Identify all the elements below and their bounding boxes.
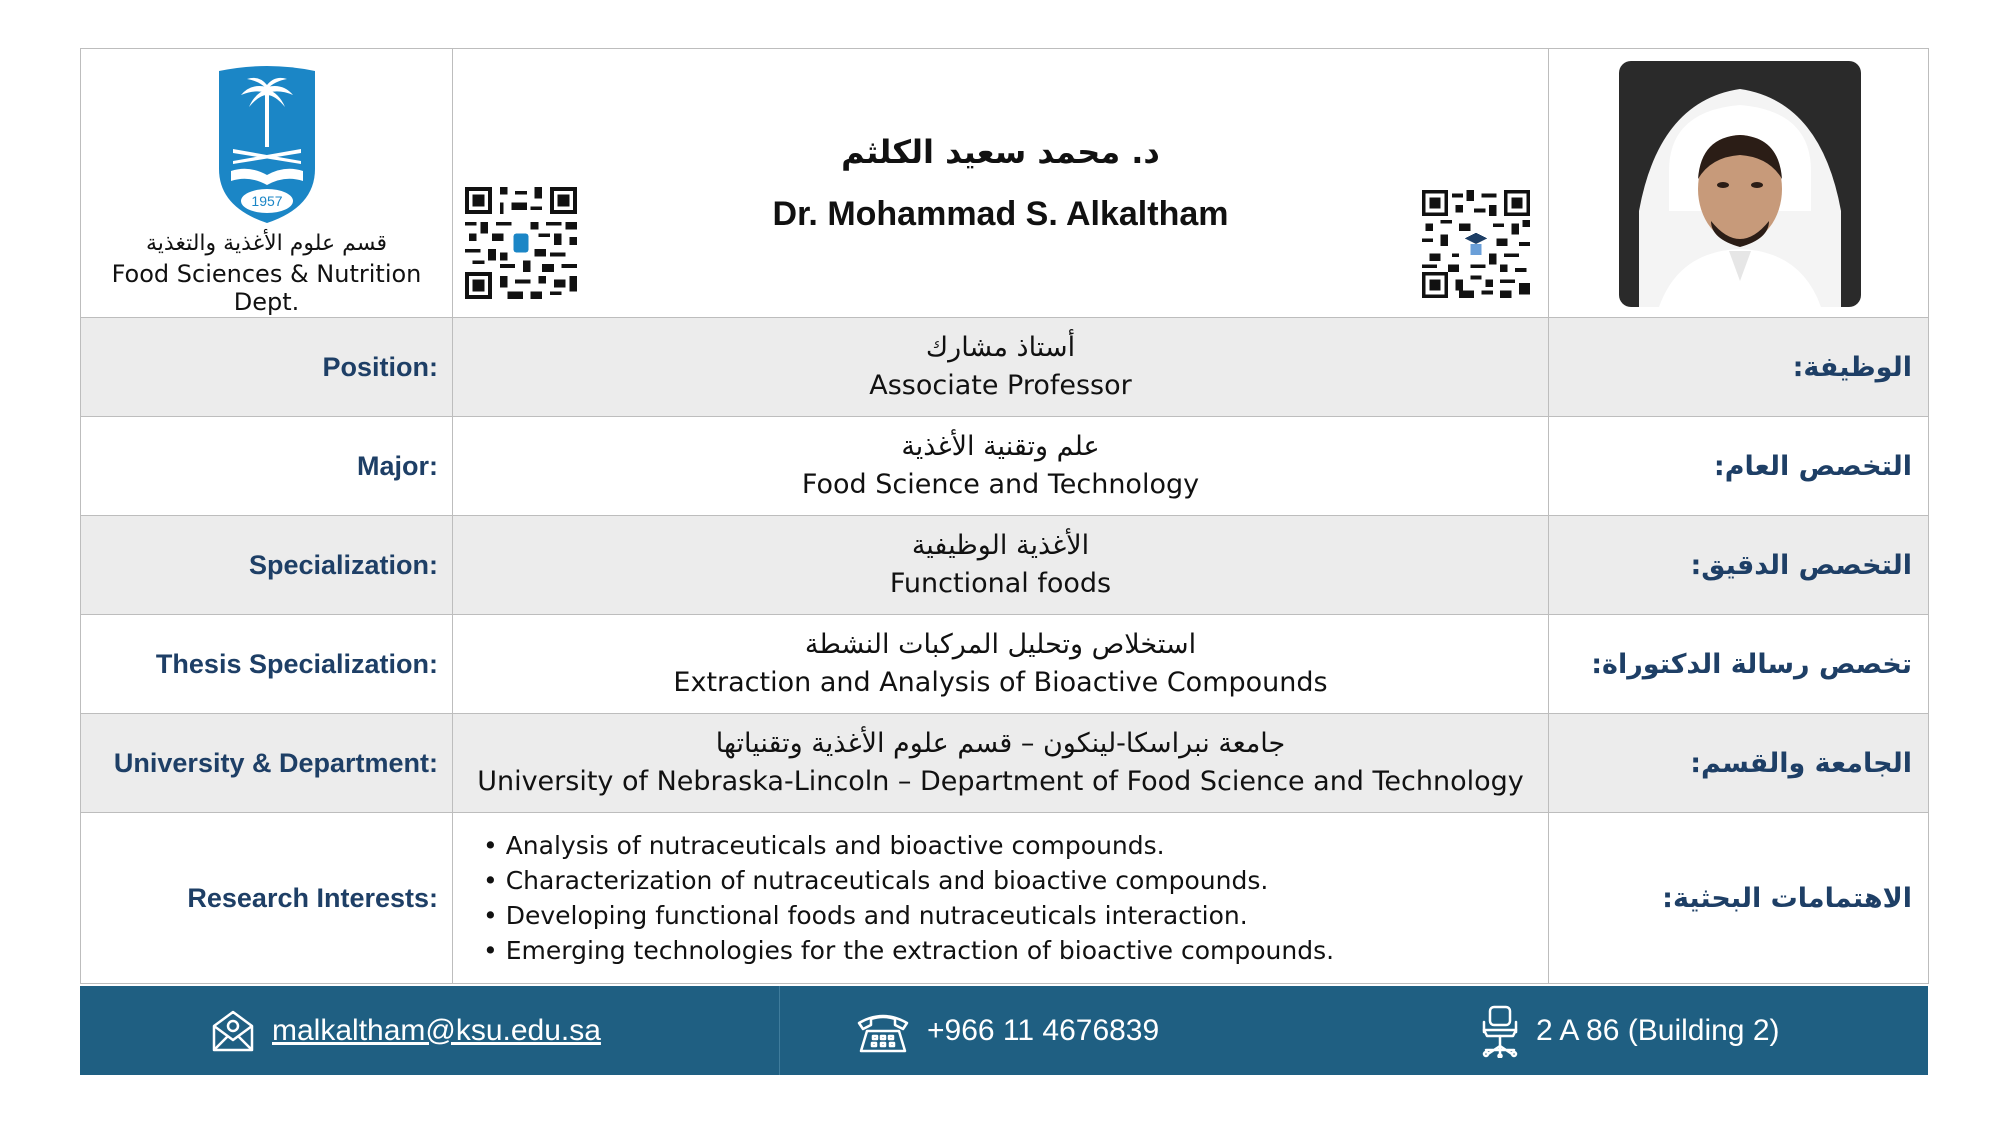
label-specialization-en: Specialization:: [81, 516, 453, 615]
logo-year: 1957: [250, 193, 283, 209]
label-major-ar: التخصص العام:: [1549, 417, 1929, 516]
list-item: • Developing functional foods and nutraceuticals interaction.: [483, 898, 1548, 933]
value-position-ar: أستاذ مشارك: [925, 332, 1076, 363]
value-specialization-ar: الأغذية الوظيفية: [911, 530, 1090, 561]
value-research: [453, 813, 1549, 984]
photo-cell: [1549, 49, 1929, 318]
qr-code-left-icon[interactable]: [465, 187, 577, 299]
list-item: • Analysis of nutraceuticals and bioactive compounds.: [483, 828, 1548, 863]
value-major-ar: علم وتقنية الأغذية: [901, 431, 1100, 462]
dept-name-en: Food Sciences & Nutrition Dept.: [111, 260, 422, 316]
info-table: [80, 48, 1929, 984]
logo-cell: [81, 49, 453, 318]
value-thesis-ar: استخلاص وتحليل المركبات النشطة: [804, 629, 1197, 660]
value-major-en: Food Science and Technology: [801, 469, 1200, 500]
value-specialization-en: Functional foods: [889, 568, 1112, 599]
faculty-name-ar: د. محمد سعيد الكلثم: [841, 133, 1160, 171]
row-position: [81, 318, 1929, 417]
row-major: [81, 417, 1929, 516]
footer-email: [80, 986, 780, 1075]
profile-photo-icon: [1619, 61, 1861, 307]
faculty-name-en: Dr. Mohammad S. Alkaltham: [772, 195, 1229, 233]
office-chair-icon: [1480, 1004, 1520, 1058]
value-specialization: [453, 516, 1549, 615]
value-university-en: University of Nebraska-Lincoln – Department of Food Science and Technology: [477, 766, 1524, 797]
list-item: • Emerging technologies for the extraction of bioactive compounds.: [483, 933, 1548, 968]
contact-footer: [80, 986, 1928, 1075]
footer-phone: [780, 986, 1310, 1075]
header-row: [81, 49, 1929, 318]
label-position-ar: الوظيفة:: [1549, 318, 1929, 417]
row-university: [81, 714, 1929, 813]
office-location: 2 A 86 (Building 2): [1536, 1013, 1780, 1047]
label-university-en: University & Department:: [81, 714, 453, 813]
value-position: [453, 318, 1549, 417]
label-major-en: Major:: [81, 417, 453, 516]
row-specialization: [81, 516, 1929, 615]
university-logo-icon: [215, 65, 319, 225]
qr-code-right-icon[interactable]: [1422, 190, 1530, 298]
dept-name-ar: قسم علوم الأغذية والتغذية: [146, 231, 387, 256]
value-thesis: [453, 615, 1549, 714]
label-specialization-ar: التخصص الدقيق:: [1549, 516, 1929, 615]
value-thesis-en: Extraction and Analysis of Bioactive Compounds: [673, 667, 1328, 698]
label-thesis-ar: تخصص رسالة الدكتوراة:: [1549, 615, 1929, 714]
label-position-en: Position:: [81, 318, 453, 417]
faculty-card: [80, 48, 1928, 1075]
faculty-photo: [1619, 61, 1861, 307]
label-thesis-en: Thesis Specialization:: [81, 615, 453, 714]
label-research-ar: الاهتمامات البحثية:: [1549, 813, 1929, 984]
value-university: [453, 714, 1549, 813]
label-university-ar: الجامعة والقسم:: [1549, 714, 1929, 813]
label-research-en: Research Interests:: [81, 813, 453, 984]
value-position-en: Associate Professor: [869, 370, 1132, 401]
value-university-ar: جامعة نبراسكا-لينكون – قسم علوم الأغذية وتقنياتها: [715, 728, 1286, 759]
email-link[interactable]: malkaltham@ksu.edu.sa: [272, 1013, 601, 1047]
value-major: [453, 417, 1549, 516]
name-cell: [453, 49, 1549, 318]
phone-number: +966 11 4676839: [927, 1013, 1160, 1047]
list-item: • Characterization of nutraceuticals and bioactive compounds.: [483, 863, 1548, 898]
footer-office: [1310, 986, 1928, 1075]
research-list: [453, 828, 1548, 968]
row-thesis: [81, 615, 1929, 714]
phone-icon: [855, 1009, 911, 1053]
email-icon: [210, 1008, 256, 1054]
row-research-interests: [81, 813, 1929, 984]
